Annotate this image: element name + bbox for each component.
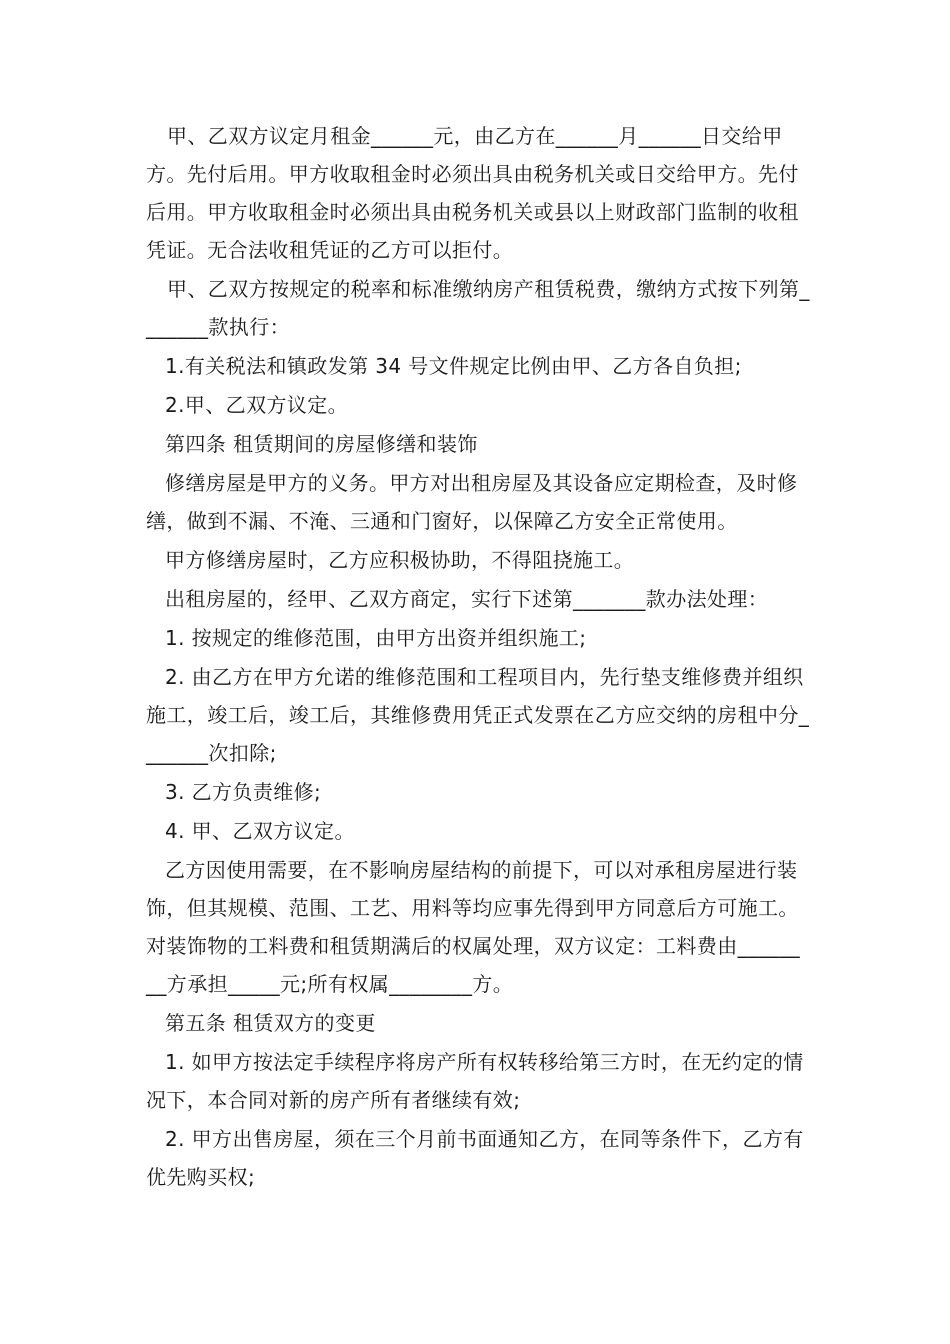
list-item-repair-option-4: 4. 甲、乙双方议定。 [165,819,355,843]
document-body [146,117,810,1196]
paragraph-repair-method: 出租房屋的，经甲、乙双方商定，实行下述第_______款办法处理： [165,587,769,611]
paragraph-repair-duty: 修缮房屋是甲方的义务。甲方对出租房屋及其设备应定期检查，及时修缮，做到不漏、不淹、三通和门窗好，以保障乙方安全正常使用。 [146,471,798,533]
section-heading-article-4: 第四条 租赁期间的房屋修缮和装饰 [165,432,478,456]
list-item-repair-option-2: 2. 由乙方在甲方允诺的维修范围和工程项目内，先行垫支维修费并组织施工，竣工后，竣工后，其维修费用凭正式发票在乙方应交纳的房租中分_______次扣除; [146,665,810,765]
list-item-repair-option-1: 1. 按规定的维修范围，由甲方出资并组织施工; [165,626,587,650]
list-item-repair-option-3: 3. 乙方负责维修; [165,780,322,804]
paragraph-decoration: 乙方因使用需要，在不影响房屋结构的前提下，可以对承租房屋进行装饰，但其规模、范围、工艺、用料等均应事先得到甲方同意后方可施工。对装饰物的工料费和租赁期满后的权属处理，双方议定：工料费由________方承担_____元;所有权属________方。 [146,858,800,996]
section-heading-article-5: 第五条 租赁双方的变更 [165,1011,376,1035]
list-item-change-option-1: 1. 如甲方按法定手续程序将房产所有权转移给第三方时，在无约定的情况下，本合同对新的房产所有者继续有效; [146,1050,804,1112]
list-item-tax-option-1: 1.有关税法和镇政发第 34 号文件规定比例由甲、乙方各自负担; [165,354,742,378]
paragraph-tax-payment: 甲、乙双方按规定的税率和标准缴纳房产租赁税费，缴纳方式按下列第_______款执行： [146,277,810,339]
list-item-tax-option-2: 2.甲、乙双方议定。 [165,393,349,417]
paragraph-rent-payment: 甲、乙双方议定月租金______元，由乙方在______月______日交给甲方。先付后用。甲方收取租金时必须出具由税务机关或日交给甲方。先付后用。甲方收取租金时必须出具由税务机关或县以上财政部门监制的收租凭证。无合法收租凭证的乙方可以拒付。 [146,124,799,262]
paragraph-repair-cooperation: 甲方修缮房屋时，乙方应积极协助，不得阻挠施工。 [165,548,635,572]
list-item-change-option-2: 2. 甲方出售房屋，须在三个月前书面通知乙方，在同等条件下，乙方有优先购买权; [146,1127,804,1189]
